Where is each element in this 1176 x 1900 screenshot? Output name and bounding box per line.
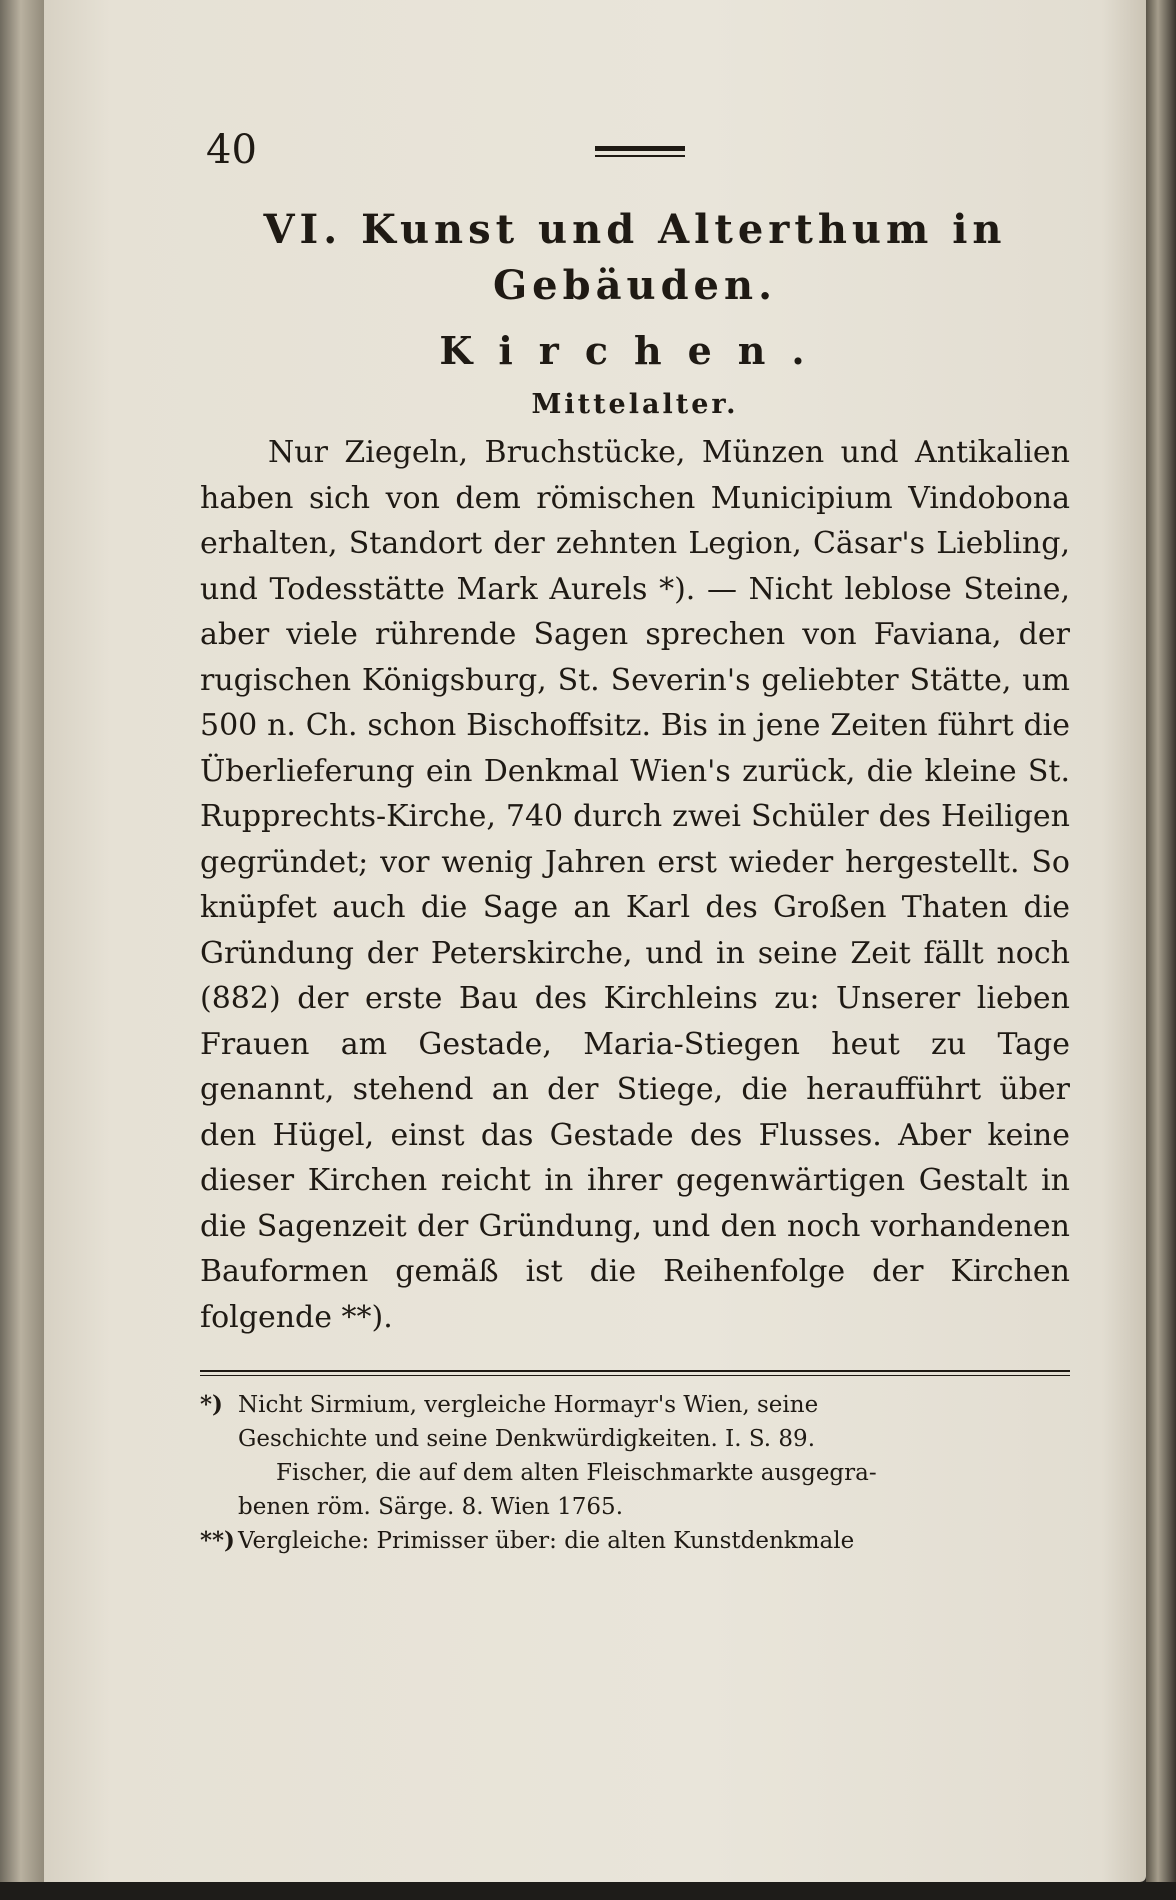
running-header [200,120,1070,180]
footnote-marker: *) [200,1391,223,1418]
footnote-marker: **) [200,1527,235,1554]
subtitle: Kirchen. [439,328,831,373]
footnote-2 [200,1524,1070,1558]
page-number: 40 [206,127,257,173]
footnote-line: Geschichte und seine Denkwürdigkeiten. I. S. 89. [238,1426,815,1452]
bottom-page-edge [0,1882,1176,1900]
right-page-edge [1146,0,1176,1900]
footnotes [200,1388,1070,1558]
footnote-1-citation [200,1456,1070,1490]
footnote-line: benen röm. Särge. 8. Wien 1765. [238,1494,624,1520]
header-rule [595,146,685,151]
subsubtitle: Mittelalter. [531,389,739,420]
footnote-1-citation-continued [200,1490,1070,1524]
page-content [200,120,1070,1558]
footnote-line: Fischer, die auf dem alten Fleischmarkte ausgegra- [276,1460,877,1486]
footnote-line: Vergleiche: Primisser über: die alten Kunstdenkmale [238,1528,855,1554]
footnote-rule-thin [200,1375,1070,1376]
footnote-1-continued [200,1422,1070,1456]
footnote-rule [200,1370,1070,1372]
section-title: VI. Kunst und Alterthum in Gebäuden. [263,206,1007,309]
left-page-edge [0,0,46,1900]
footnote-line: Nicht Sirmium, vergleiche Hormayr's Wien, seine [238,1392,819,1418]
body-paragraph: Nur Ziegeln, Bruchstücke, Münzen und Antikalien haben sich von dem römischen Municipium Vindobona erhalten, Standort der zehnten Legion, Cäsar's Liebling, und Todesstätte Mark Aurels *). — Nicht leblose Steine, aber viele rührende Sagen sprechen von Faviana, der rugischen Königsburg, St. Severin's geliebter Stätte, um 500 n. Ch. schon Bischoffsitz. Bis in jene Zeiten führt die Überlieferung ein Denkmal Wien's zurück, die kleine St. Rupprechts-Kirche, 740 durch zwei Schüler des Heiligen gegründet; vor wenig Jahren erst wieder hergestellt. So knüpfet auch die Sage an Karl des Großen Thaten die Gründung der Peterskirche, und in seine Zeit fällt noch (882) der erste Bau des Kirchleins zu: Unserer lieben Frauen am Gestade, Maria-Stiegen heut zu Tage genannt, stehend an der Stiege, die heraufführt über den Hügel, einst das Gestade des Flusses. Aber keine dieser Kirchen reicht in ihrer gegenwärtigen Gestalt in die Sagenzeit der Gründung, und den noch vorhandenen Bauformen gemäß ist die Reihenfolge der Kirchen folgende **). [200,435,1070,1335]
footnote-1 [200,1388,1070,1422]
